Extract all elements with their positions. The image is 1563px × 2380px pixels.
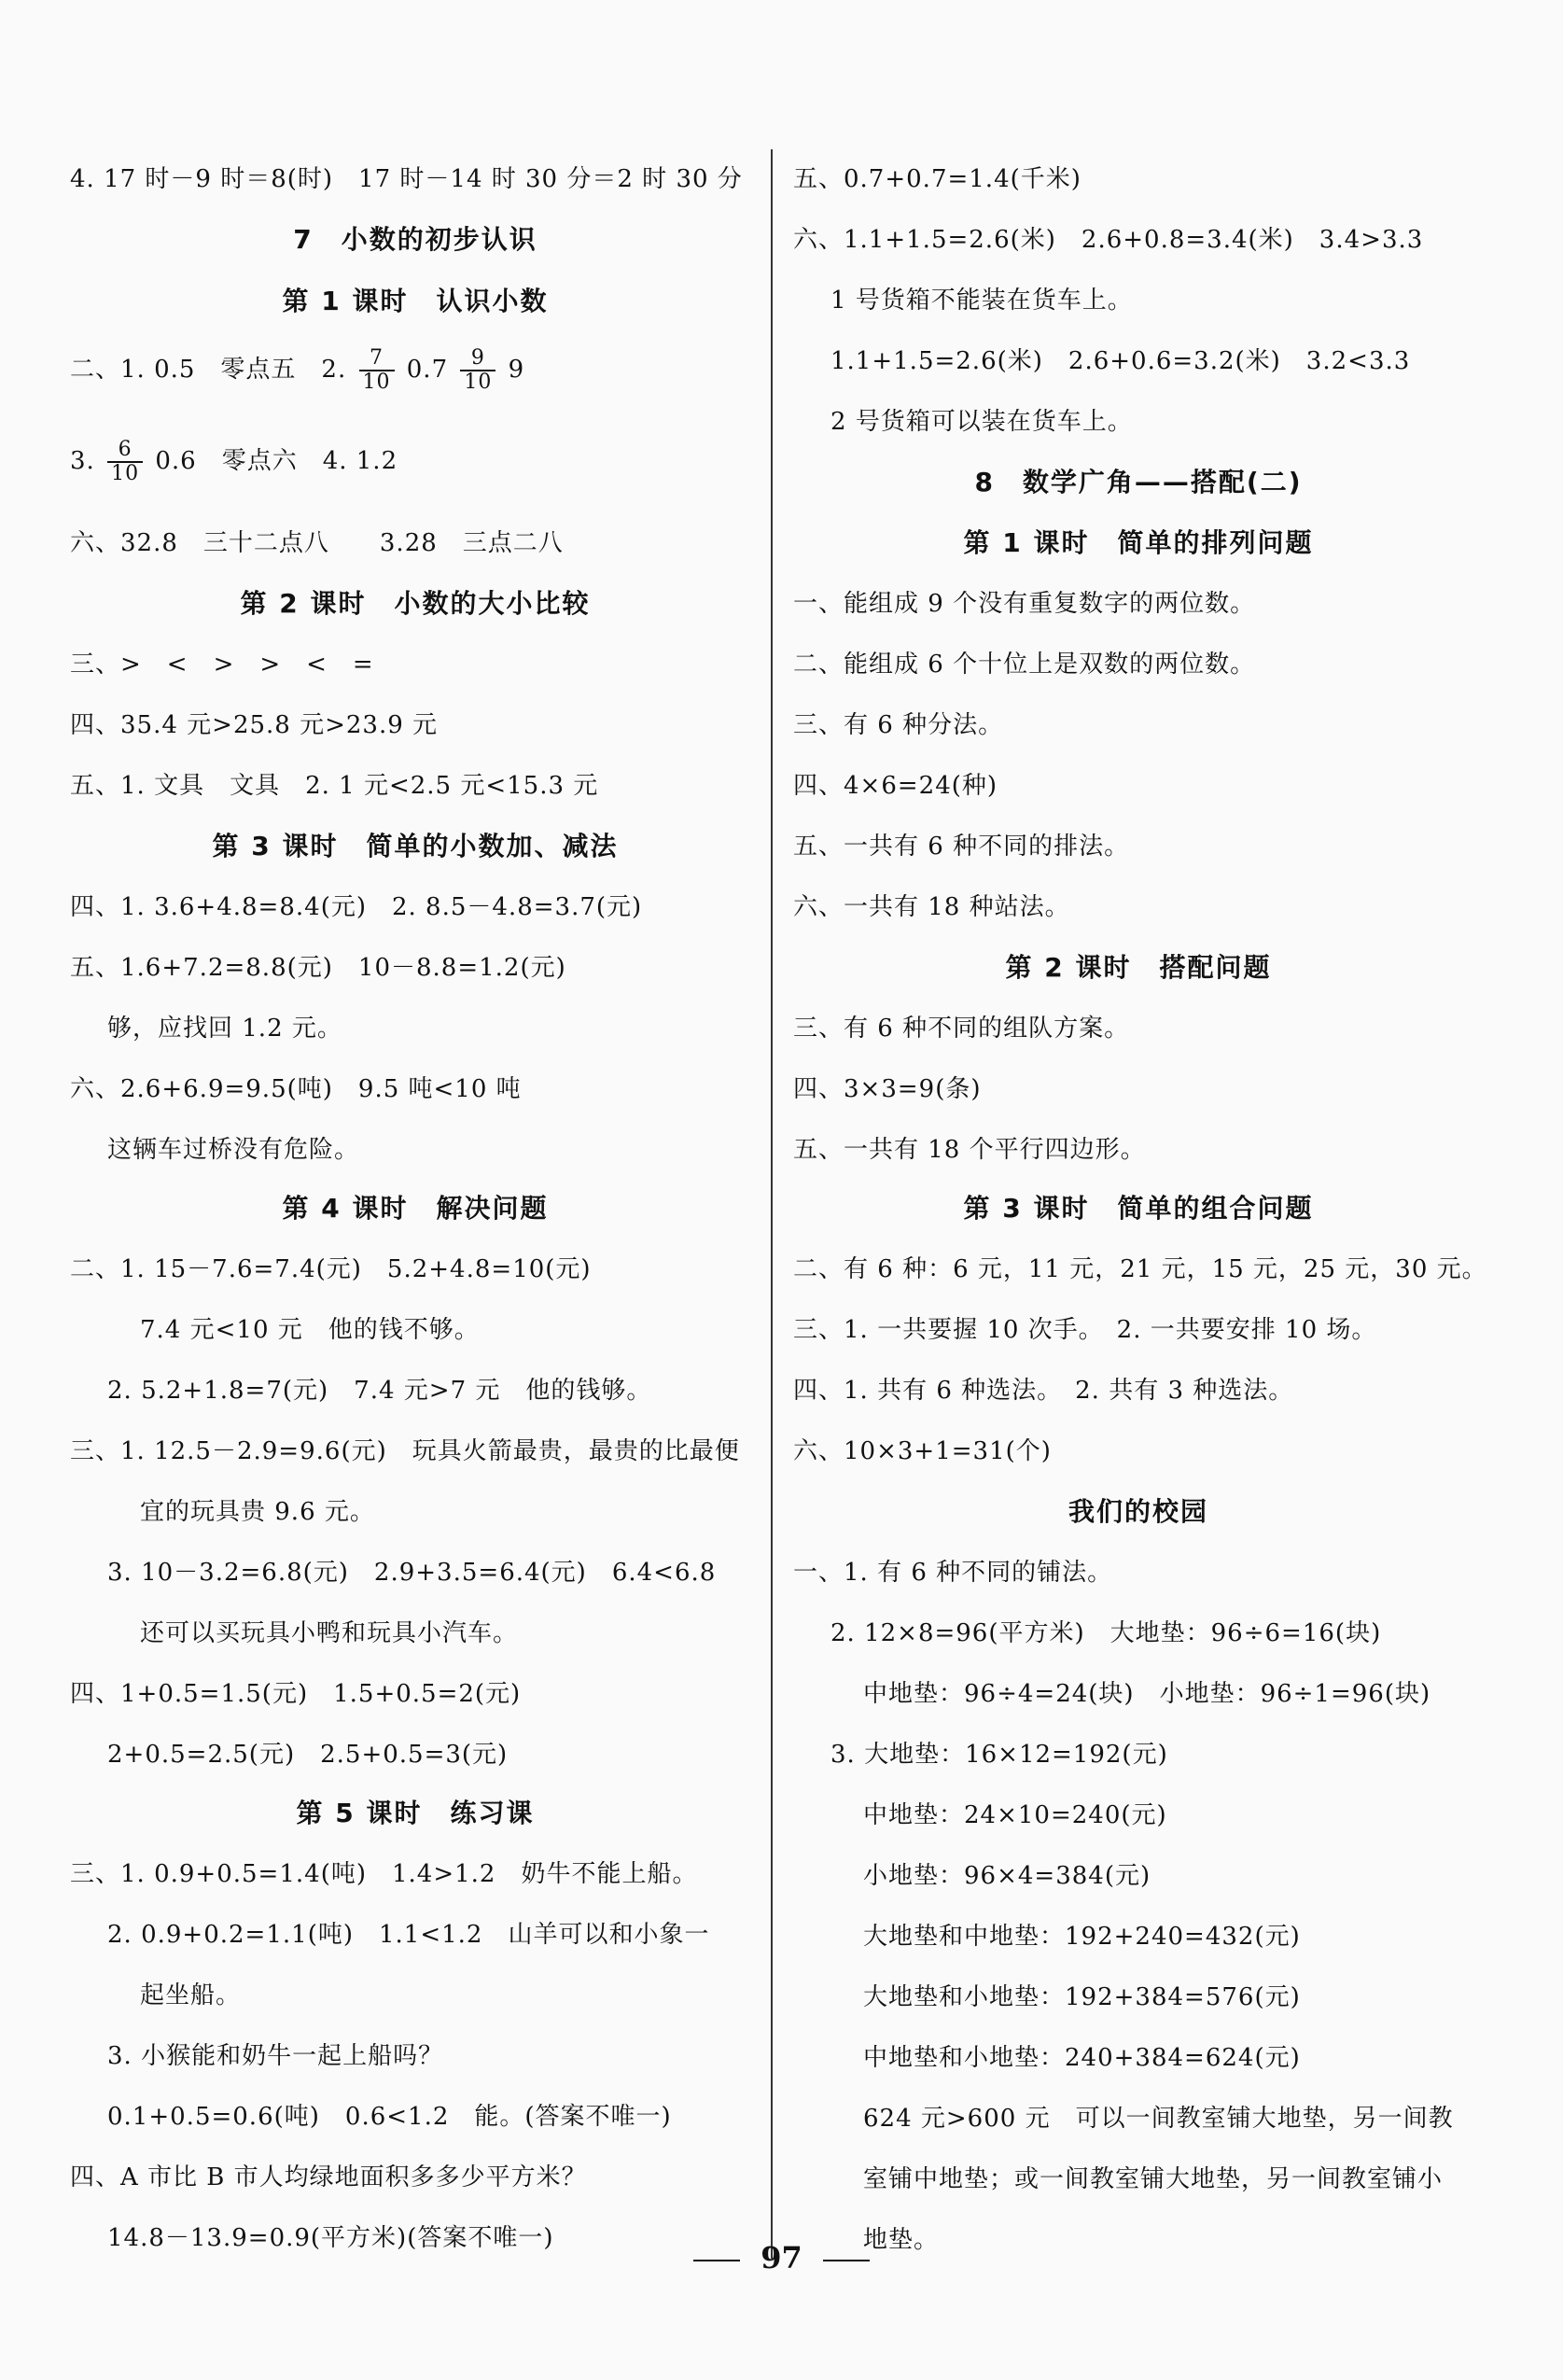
answer-line: 三、1. 12.5－2.9=9.6(元) 玩具火箭最贵，最贵的比最便 <box>70 1437 740 1465</box>
answer-line: 四、1. 共有 6 种选法。 2. 共有 3 种选法。 <box>793 1377 1294 1405</box>
answer-line: 2. 12×8=96(平方米) 大地垫：96÷6=16(块) <box>830 1619 1382 1647</box>
lesson-heading: 第 3 课时 简单的组合问题 <box>963 1193 1314 1224</box>
answer-line: 大地垫和中地垫：192+240=432(元) <box>863 1923 1301 1951</box>
answer-line: 五、一共有 18 个平行四边形。 <box>793 1136 1146 1164</box>
fraction-numerator: 7 <box>359 347 395 371</box>
answer-line-with-fraction <box>70 439 398 485</box>
answer-line: 三、有 6 种分法。 <box>793 711 1004 739</box>
answer-line: 一、能组成 9 个没有重复数字的两位数。 <box>793 590 1256 618</box>
chapter-heading: 7 小数的初步认识 <box>293 224 537 255</box>
answer-line: 地垫。 <box>863 2226 940 2254</box>
answer-line: 起坐船。 <box>140 1981 242 2009</box>
footer-dash <box>823 2260 870 2261</box>
answer-line: 0.1+0.5=0.6(吨) 0.6<1.2 能。(答案不唯一) <box>107 2103 672 2131</box>
answer-line: 三、有 6 种不同的组队方案。 <box>793 1015 1130 1043</box>
footer-dash <box>693 2260 740 2261</box>
answer-line: 四、1+0.5=1.5(元) 1.5+0.5=2(元) <box>70 1680 522 1708</box>
page-footer <box>0 2240 1563 2275</box>
answer-line: 4. 17 时－9 时＝8(时) 17 时－14 时 30 分＝2 时 30 分 <box>70 165 743 193</box>
answer-line: 2. 0.9+0.2=1.1(吨) 1.1<1.2 山羊可以和小象一 <box>107 1921 710 1949</box>
answer-line-with-fractions <box>70 347 524 394</box>
fraction-denominator: 10 <box>362 371 391 394</box>
answer-line: 够，应找回 1.2 元。 <box>107 1015 342 1043</box>
answer-line: 四、1. 3.6+4.8=8.4(元) 2. 8.5－4.8=3.7(元) <box>70 893 643 921</box>
answer-line: 六、2.6+6.9=9.5(吨) 9.5 吨<10 吨 <box>70 1075 522 1103</box>
answer-line: 中地垫和小地垫：240+384=624(元) <box>863 2044 1301 2072</box>
column-divider <box>771 149 773 2259</box>
answer-line: 1 号货箱不能装在货车上。 <box>830 287 1133 315</box>
answer-line: 四、A 市比 B 市人均绿地面积多多少平方米？ <box>70 2163 587 2191</box>
answer-line: 五、1.6+7.2=8.8(元) 10－8.8=1.2(元) <box>70 954 566 982</box>
answer-line: 二、1. 15－7.6=7.4(元) 5.2+4.8=10(元) <box>70 1255 592 1283</box>
answer-line: 7.4 元<10 元 他的钱不够。 <box>140 1316 480 1344</box>
answer-text: 9 <box>508 356 525 384</box>
answer-line: 四、4×6=24(种) <box>793 772 998 800</box>
answer-line: 3. 大地垫：16×12=192(元) <box>830 1741 1168 1769</box>
answer-line: 六、一共有 18 种站法。 <box>793 893 1070 921</box>
lesson-heading: 第 5 课时 练习课 <box>296 1798 535 1828</box>
lesson-heading: 第 1 课时 简单的排列问题 <box>963 527 1314 558</box>
answer-line: 大地垫和小地垫：192+384=576(元) <box>863 1983 1301 2011</box>
answer-line: 六、10×3+1=31(个) <box>793 1437 1052 1465</box>
answer-line: 宜的玩具贵 9.6 元。 <box>140 1498 375 1526</box>
answer-line: 四、3×3=9(条) <box>793 1075 982 1103</box>
answer-line: 还可以买玩具小鸭和玩具小汽车。 <box>140 1619 519 1647</box>
answer-line: 五、一共有 6 种不同的排法。 <box>793 833 1130 861</box>
lesson-heading: 第 2 课时 搭配问题 <box>1005 952 1272 983</box>
answer-line: 2+0.5=2.5(元) 2.5+0.5=3(元) <box>107 1741 509 1769</box>
section-heading: 我们的校园 <box>1068 1496 1208 1527</box>
answer-line: 五、0.7+0.7=1.4(千米) <box>793 165 1082 193</box>
answer-line: 三、1. 0.9+0.5=1.4(吨) 1.4>1.2 奶牛不能上船。 <box>70 1860 698 1888</box>
answer-line: 2. 5.2+1.8=7(元) 7.4 元>7 元 他的钱够。 <box>107 1377 652 1405</box>
answer-line: 二、能组成 6 个十位上是双数的两位数。 <box>793 651 1256 679</box>
answer-line: 中地垫：96÷4=24(块) 小地垫：96÷1=96(块) <box>863 1680 1431 1708</box>
answer-line: 四、35.4 元>25.8 元>23.9 元 <box>70 711 439 739</box>
fraction-denominator: 10 <box>111 462 140 485</box>
fraction-numerator: 6 <box>107 439 143 463</box>
answer-line: 1.1+1.5=2.6(米) 2.6+0.6=3.2(米) 3.2<3.3 <box>830 347 1411 375</box>
fraction <box>460 347 495 394</box>
answer-line: 室铺中地垫；或一间教室铺大地垫，另一间教室铺小 <box>863 2165 1444 2193</box>
fraction-numerator: 9 <box>460 347 495 371</box>
answer-line: 二、有 6 种：6 元，11 元，21 元，15 元，25 元，30 元。 <box>793 1255 1487 1283</box>
page-number: 97 <box>761 2240 802 2275</box>
chapter-heading: 8 数学广角——搭配(二) <box>974 467 1303 497</box>
answer-line: 六、32.8 三十二点八 3.28 三点二八 <box>70 529 564 557</box>
answer-text: 3. <box>70 447 95 475</box>
answer-line: 三、1. 一共要握 10 次手。 2. 一共要安排 10 场。 <box>793 1316 1377 1344</box>
lesson-heading: 第 1 课时 认识小数 <box>282 286 549 316</box>
fraction <box>107 439 143 485</box>
answer-text: 0.7 <box>406 356 449 384</box>
answer-line: 三、> < > > < = <box>70 651 374 679</box>
answer-line: 3. 10－3.2=6.8(元) 2.9+3.5=6.4(元) 6.4<6.8 <box>107 1559 717 1587</box>
answer-text: 0.6 零点六 4. 1.2 <box>155 447 398 475</box>
answer-line: 14.8－13.9=0.9(平方米)(答案不唯一) <box>107 2224 554 2252</box>
answer-line: 小地垫：96×4=384(元) <box>863 1862 1151 1890</box>
answer-text: 二、1. 0.5 零点五 2. <box>70 356 347 384</box>
answer-line: 这辆车过桥没有危险。 <box>107 1136 360 1164</box>
answer-line: 中地垫：24×10=240(元) <box>863 1801 1167 1829</box>
lesson-heading: 第 3 课时 简单的小数加、减法 <box>212 831 619 861</box>
answer-line: 六、1.1+1.5=2.6(米) 2.6+0.8=3.4(米) 3.4>3.3 <box>793 226 1424 254</box>
answer-line: 一、1. 有 6 种不同的铺法。 <box>793 1559 1113 1587</box>
fraction-denominator: 10 <box>464 371 493 394</box>
fraction <box>359 347 395 394</box>
lesson-heading: 第 2 课时 小数的大小比较 <box>240 588 591 619</box>
answer-line: 3. 小猴能和奶牛一起上船吗？ <box>107 2042 444 2070</box>
lesson-heading: 第 4 课时 解决问题 <box>282 1193 549 1224</box>
answer-line: 624 元>600 元 可以一间教室铺大地垫，另一间教 <box>863 2105 1454 2133</box>
answer-line: 五、1. 文具 文具 2. 1 元<2.5 元<15.3 元 <box>70 772 599 800</box>
answer-line: 2 号货箱可以装在货车上。 <box>830 408 1133 436</box>
